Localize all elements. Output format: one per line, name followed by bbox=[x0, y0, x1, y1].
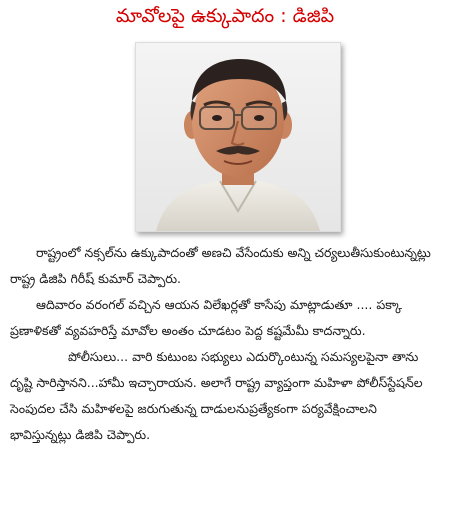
article-body bbox=[10, 240, 442, 448]
article-paragraph: పోలీసులు... వారి కుటుంబ సభ్యులు ఎదుర్కొంటున్న సమస్యలపైనా తాను దృష్టి సారిస్తానని...హామీ ఇచ్చారాయన. అలాగే రాష్ట్ర వ్యాప్తంగా మహిళా పోలీస్‌స్టేషన్‌ల సెంపుదల చేసి మహిళలపై జరుగుతున్న దాడులనుప్రత్యేకంగా పర్యవేక్షించాలని భావిస్తున్నట్లు డిజిపి చెప్పారు. bbox=[10, 349, 423, 442]
article-headline: మావోలపై ఉక్కుపాదం : డిజిపి bbox=[115, 5, 335, 27]
article-paragraph: రాష్ట్రంలో నక్సల్‌ను ఉక్కుపాదంతో అణచి వేసేందుకు అన్ని చర్యలుతీసుకుంటున్నట్లు రాష్ట్ర డిజిపి గిరీష్ కుమార్ చెప్పారు. bbox=[10, 245, 431, 286]
portrait-photo bbox=[135, 42, 341, 232]
article-paragraph: ఆదివారం వరంగల్ వచ్చిన ఆయన విలేఖర్లతో కాసేపు మాట్లాడుతూ .... పక్కా ప్రణాళికతో వ్యవహరిస్తే మావోల అంతం చూడటం పెద్ద కష్టమేమీ కాదన్నారు. bbox=[10, 297, 403, 338]
portrait-image bbox=[136, 43, 340, 231]
